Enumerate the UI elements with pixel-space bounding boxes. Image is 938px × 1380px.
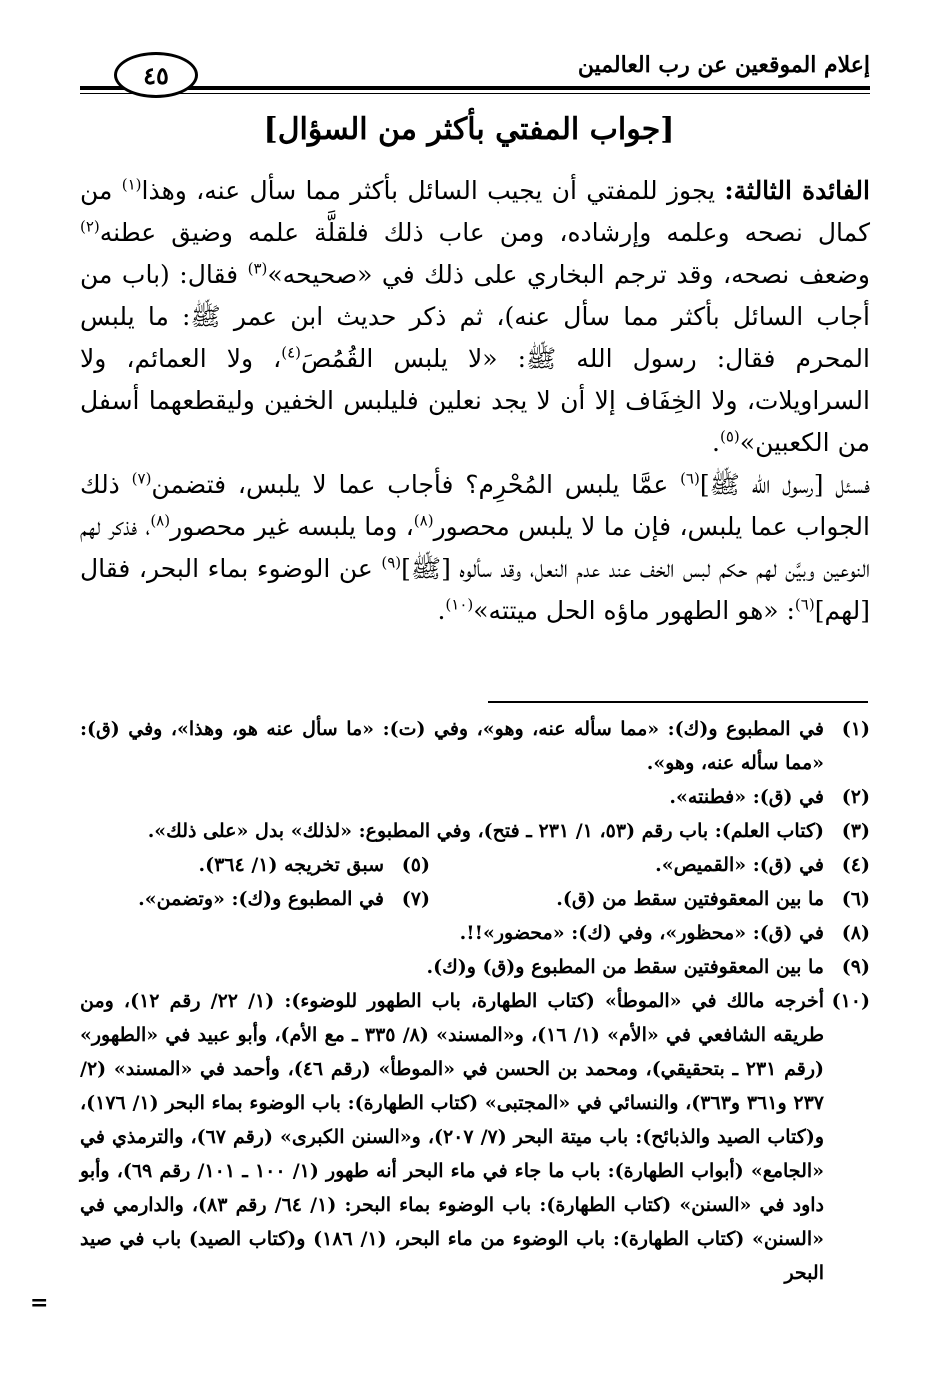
- footnote-item: [80, 712, 870, 780]
- footnote-number: (١): [841, 718, 870, 740]
- footnote-item: [138, 882, 430, 916]
- footnote-text: في (ق): «محظور»، وفي (ك): «محضور»!!.: [459, 922, 824, 944]
- footnote-item: [80, 780, 870, 814]
- footnote-number: (٦): [841, 888, 870, 910]
- footnote-text: في (ق): «فطنته».: [669, 786, 824, 808]
- footnote-text: أخرجه مالك في «الموطأ» (كتاب الطهارة، باب الطهور للوضوء): (١/ ٢٢/ رقم ١٢)، ومن طريقه الشافعي في «الأم» (١/ ١٦)، و«المسند» (٨/ ٣٣٥ ـ مع الأم)، وأبو عبيد في «الطهور» (رقم ٢٣١ ـ بتحقيقي)، ومحمد بن الحسن في «الموطأ» (رقم ٤٦)، وأحمد في «المسند» (٢/ ٢٣٧ و٣٦١ و٣٦٣)، والنسائي في «المجتبى» (كتاب الطهارة): باب الوضوء بماء البحر (١/ ١٧٦)، و(كتاب الصيد والذبائح): باب ميتة البحر (٧/ ٢٠٧)، و«السنن الكبرى» (رقم ٦٧)، والترمذي في «الجامع» (أبواب الطهارة): باب ما جاء في ماء البحر أنه طهور (١/ ١٠٠ ـ ١٠١/ رقم ٦٩)، وأبو داود في «السنن» (كتاب الطهارة): باب الوضوء بماء البحر: (١/ ٦٤/ رقم ٨٣)، والدارمي في «السنن» (كتاب الطهارة): باب الوضوء من ماء البحر، (١/ ١٨٦) و(كتاب الصيد) باب في صيد البحر: [80, 990, 825, 1284]
- footnote-text: في المطبوع و(ك): «وتضمن».: [138, 888, 384, 910]
- footnote-number: (٣): [841, 820, 870, 842]
- footnote-number: (٢): [841, 786, 870, 808]
- footnote-text: ما بين المعقوفتين سقط من المطبوع و(ق) و(ك).: [426, 956, 824, 978]
- paragraph-text: .: [437, 596, 446, 625]
- footnote-ref[interactable]: (٧): [131, 469, 152, 488]
- footnote-number: (١٠): [831, 990, 870, 1012]
- footnote-separator: [488, 701, 868, 703]
- paragraph-text: وضعف نصحه، وقد ترجم البخاري على ذلك في «صحيحه»: [267, 260, 870, 289]
- footnotes: [80, 712, 870, 1290]
- paragraph-text: ذلك الجواب عما يلبس، فإن ما لا يلبس محصور: [80, 470, 870, 541]
- footnote-ref[interactable]: (٢): [80, 217, 100, 236]
- continuation-mark: =: [30, 1290, 49, 1316]
- paragraph-text: يجوز للمفتي أن يجيب السائل بأكثر مما سأل عنه، وهذا: [141, 176, 725, 205]
- footnote-text: ما بين المعقوفتين سقط من (ق).: [556, 888, 824, 910]
- paragraph-2: [80, 464, 870, 632]
- footnote-ref[interactable]: (٦): [680, 469, 700, 488]
- footnote-ref[interactable]: (١): [121, 175, 142, 194]
- paragraph-text: فسئل [رسول الله ﷺ]: [699, 470, 870, 499]
- footnote-ref[interactable]: (٣): [247, 259, 268, 278]
- footnote-number: (٧): [401, 888, 430, 910]
- footnote-item: [80, 984, 870, 1290]
- footnote-ref[interactable]: (١٠): [445, 595, 474, 614]
- footnote-item: [80, 814, 870, 848]
- footnote-number: (٨): [841, 922, 870, 944]
- paragraph-text: فقال: (باب من أجاب السائل بأكثر مما سأل عنه)، ثم ذكر حديث ابن عمر ﷺ: ما يلبس المحرم فقال: رسول الله ﷺ: «لا يلبس القُمُصَ: [80, 260, 870, 373]
- footnote-ref[interactable]: (٥): [720, 427, 740, 446]
- footnote-number: (٥): [401, 854, 430, 876]
- footnote-ref[interactable]: (٤): [281, 343, 301, 362]
- paragraph-text: ، فذكر لهم النوعين وبيَّن لهم حكم لبس الخف عند عدم النعل، وقد سألوه [ﷺ]: [80, 512, 870, 583]
- footnote-text: في المطبوع و(ك): «مما سأله عنه، وهو»، وفي (ت): «ما سأل عنه هو، وهذا»، وفي (ق): «مما سأله عنه، وهو».: [80, 718, 824, 774]
- header-rule: [80, 86, 870, 90]
- running-title: إعلام الموقعين عن رب العالمين: [577, 52, 870, 78]
- footnote-ref[interactable]: (٨): [150, 511, 171, 530]
- paragraph-text: من كمال نصحه وعلمه وإرشاده، ومن عاب ذلك فلقلَّة علمه وضيق عطنه: [80, 176, 870, 247]
- footnote-pair: [80, 848, 870, 882]
- footnote-item: [198, 848, 430, 882]
- footnote-item: [490, 848, 870, 882]
- page-header: [80, 40, 870, 100]
- footnote-text: سبق تخريجه (١/ ٣٦٤).: [198, 854, 384, 876]
- footnote-number: (٩): [841, 956, 870, 978]
- paragraph-text: عن الوضوء بماء البحر، فقال [لهم]: [80, 554, 870, 625]
- page-number: ٤٥: [143, 60, 169, 90]
- paragraph-1: [80, 170, 870, 464]
- footnote-item: [80, 916, 870, 950]
- footnote-ref[interactable]: (٨): [413, 511, 434, 530]
- paragraph-text: ، وما يلبسه غير محصور: [170, 512, 414, 541]
- paragraph-lead: الفائدة الثالثة:: [724, 176, 870, 205]
- page-number-badge: [114, 52, 198, 98]
- paragraph-text: ، ولا العمائم، ولا السراويلات، ولا الخِفَاف إلا أن لا يجد نعلين فليلبس الخفين وليقطعهما أسفل من الكعبين»: [80, 344, 870, 457]
- footnote-ref[interactable]: (٦): [794, 595, 815, 614]
- paragraph-text: : «هو الطهور ماؤه الحل ميتته»: [473, 596, 795, 625]
- footnote-number: (٤): [841, 854, 870, 876]
- footnote-pair: [80, 882, 870, 916]
- paragraph-text: عمَّا يلبس المُحْرِم؟ فأجاب عما لا يلبس، فتضمن: [151, 470, 681, 499]
- footnote-text: في (ق): «القميص».: [655, 854, 824, 876]
- footnote-text: (كتاب العلم): باب رقم (٥٣، ١/ ٢٣١ ـ فتح)، وفي المطبوع: «لذلك» بدل «على ذلك».: [147, 820, 824, 842]
- header-rule-thin: [80, 93, 870, 94]
- footnote-item: [490, 882, 870, 916]
- footnote-item: [80, 950, 870, 984]
- section-heading: [جواب المفتي بأكثر من السؤال]: [263, 112, 675, 147]
- paragraph-text: .: [712, 428, 720, 457]
- footnote-ref[interactable]: (٩): [381, 553, 402, 572]
